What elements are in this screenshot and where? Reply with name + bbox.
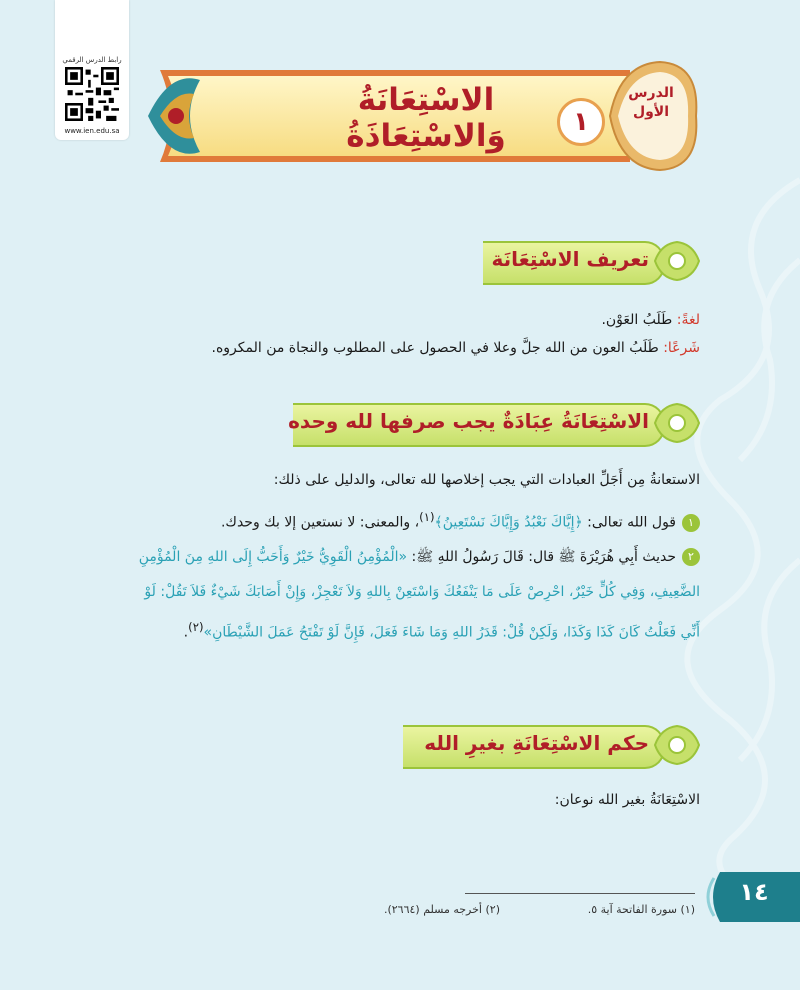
footnote-ref[interactable]: (١) [419, 510, 435, 524]
definition-label: لغةً: [676, 312, 700, 328]
lesson-title: الاسْتِعَانَةُ وَالاسْتِعَاذَةُ [346, 82, 506, 154]
footnote-divider [465, 893, 695, 894]
evidence-item [139, 548, 700, 568]
qr-code-icon[interactable] [65, 67, 119, 121]
hadith-line: أَنِّي فَعَلْتُ كَانَ كَذَا وَكَذَا، وَلَكِنْ قُلْ: قَدَرُ اللهِ وَمَا شَاءَ فَعَلَ، فَإِنَّ لَوْ تَفْتَحُ عَمَلَ الشَّيْطَانِ» [203, 624, 700, 641]
section-heading-definition [485, 238, 705, 284]
hadith-line: الضَّعِيفِ، وَفِي كُلٍّ خَيْرٌ، احْرِصْ عَلَى مَا يَنْفَعُكَ وَاسْتَعِنْ بِاللهِ وَلاَ تَعْجِزْ، وَإِنْ أَصَابَكَ شَيْءٌ فَلاَ تَقُلْ: لَوْ [144, 584, 700, 600]
bullet-badge: ٢ [682, 548, 700, 566]
section-intro: الاستعانةُ مِن أَجَلِّ العبادات التي يجب إخلاصها لله تعالى، والدليل على ذلك: [273, 472, 700, 488]
definition-shar [212, 340, 701, 356]
evidence-suffix: ، والمعنى: لا نستعين إلا بك وحدك. [220, 514, 420, 531]
definition-label: شَرعًا: [663, 340, 700, 356]
quran-quote: ﴿إِيَّاكَ نَعْبُدُ وَإِيَّاكَ نَسْتَعِينُ﴾ [434, 514, 583, 531]
section-title: حكم الاسْتِعَانَةِ بغيرِ الله [424, 731, 649, 755]
qr-card[interactable] [55, 0, 129, 140]
qr-label: رابط الدرس الرقمي [62, 56, 122, 64]
lesson-label: الدرس الأول [628, 85, 674, 120]
definition-text: طَلَبُ العَوْن. [601, 312, 677, 328]
section-title: تعريف الاسْتِعَانَة [491, 247, 649, 271]
section-heading-ruling [405, 722, 705, 768]
flower-ornament-icon [649, 400, 705, 446]
footnote: (٢) أخرجه مسلم (٢٦٦٤). [383, 903, 500, 916]
definition-text: طَلَبُ العون من الله جلَّ وعلا في الحصول على المطلوب والنجاة من المكروه. [211, 340, 664, 356]
hadith-line: «الْمُؤْمِنُ الْقَوِيُّ خَيْرٌ وَأَحَبُّ إِلَى اللهِ مِنَ الْمُؤْمِنِ [138, 549, 408, 565]
section-intro: الاسْتِعَانَةُ بغير الله نوعان: [554, 792, 700, 808]
definition-lugha [601, 312, 700, 328]
footnote: (١) سورة الفاتحة آية ٥. [587, 903, 695, 916]
lesson-number-badge: ١ [557, 98, 605, 146]
evidence-prefix: حديث أَبِي هُرَيْرَةَ ﷺ قال: قَالَ رَسُولُ اللهِ ﷺ: [407, 549, 676, 565]
qr-url: www.ien.edu.sa [64, 127, 120, 135]
flower-ornament-icon [649, 722, 705, 768]
evidence-item [221, 510, 700, 532]
evidence-prefix: قول الله تعالى: [582, 514, 676, 531]
section-heading-worship [288, 400, 705, 446]
bullet-badge: ١ [682, 514, 700, 532]
footnote-ref[interactable]: (٢) [188, 620, 204, 634]
page-number: ١٤ [739, 878, 769, 906]
hadith-last-line: أَنِّي فَعَلْتُ كَانَ كَذَا وَكَذَا، وَلَكِنْ قُلْ: قَدَرُ اللهِ وَمَا شَاءَ فَعَلَ، فَإِنَّ لَوْ تَفْتَحُ عَمَلَ الشَّيْطَانِ»$^{(٢)}$. [183, 620, 700, 641]
flower-ornament-icon [649, 238, 705, 284]
section-title: الاسْتِعَانَةُ عِبَادَةٌ يجب صرفها لله وحده [288, 409, 649, 433]
